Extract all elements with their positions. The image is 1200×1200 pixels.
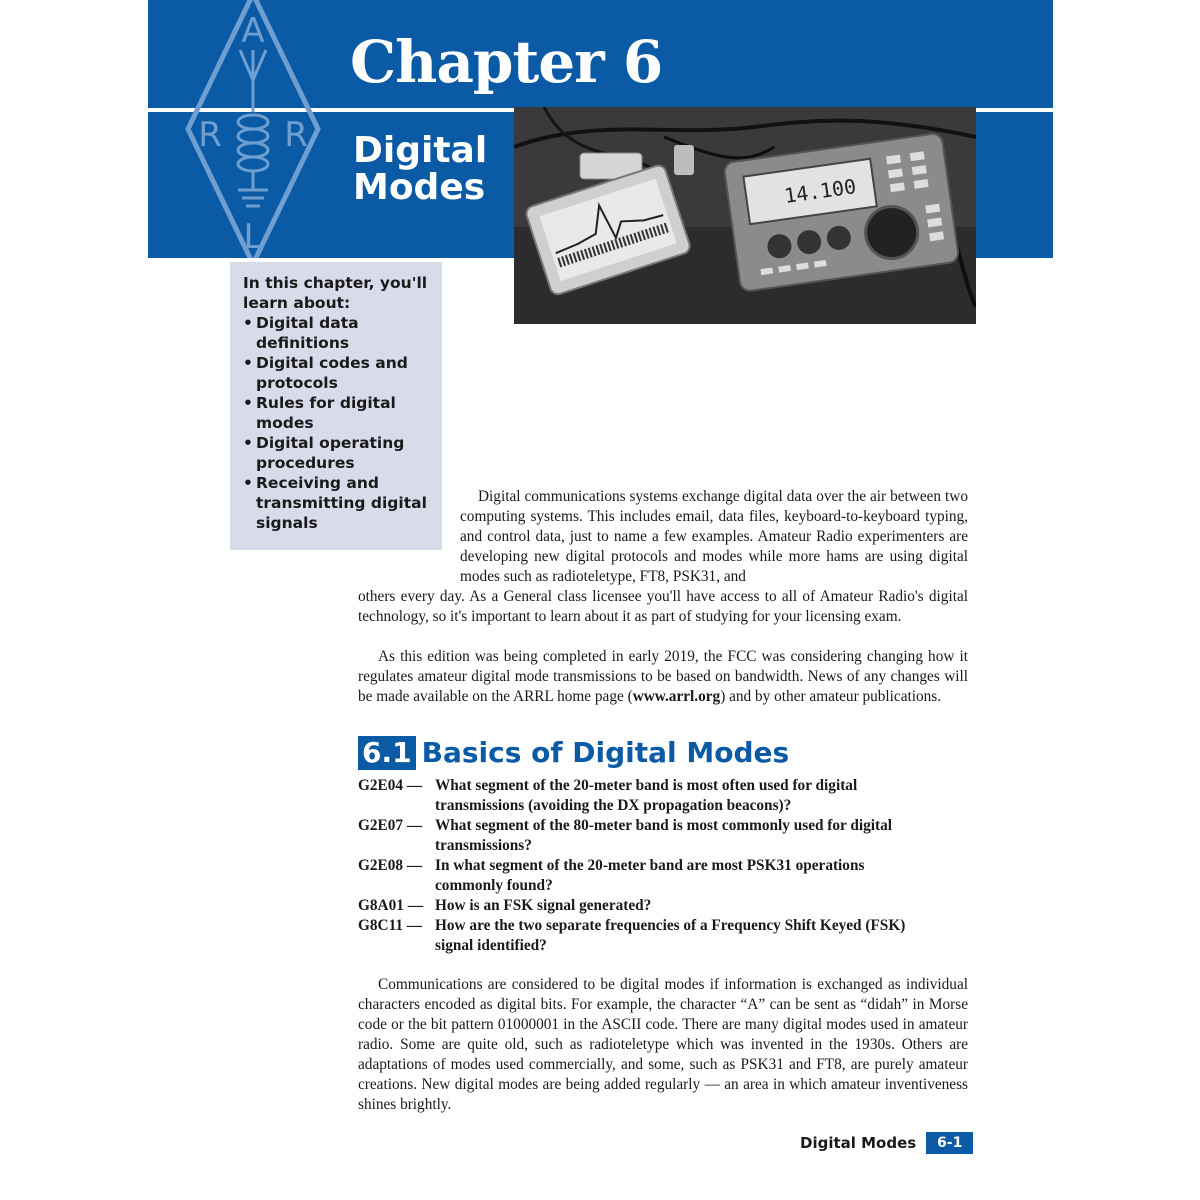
chapter-subtitle: Digital Modes xyxy=(353,130,488,208)
logo-letter-r-right: R xyxy=(284,115,308,155)
objective-item xyxy=(243,353,432,393)
objective-item xyxy=(243,433,432,473)
question-text: What segment of the 80-meter band is most commonly used for digital transmissions? xyxy=(435,817,893,854)
section-heading xyxy=(358,736,789,770)
body-paragraph-3: Communications are considered to be digital modes if information is exchanged as individual characters encoded as digital bits. For example, the character “A” can be sent as “didah” in Morse code or the bit pattern 01000001 in the ASCII code. There are many digital modes used in amateur radio. Some are quite old, such as radioteletype which was invented in the 1930s. Others are adaptations of modes used commercially, and some, such as PSK31 and FT8, are purely amateur creations. New digital modes are being added regularly — an area in which amateur inventiveness shines brightly. xyxy=(358,976,968,1113)
exam-question xyxy=(358,896,918,916)
radio-equipment-photo xyxy=(514,107,976,324)
exam-question xyxy=(358,776,918,816)
intro-paragraph-2 xyxy=(358,647,968,707)
objective-item xyxy=(243,313,432,353)
bullet-icon: • xyxy=(243,354,253,372)
question-id: G8A01 — xyxy=(358,897,424,914)
objectives-intro: In this chapter, you'll learn about: xyxy=(243,274,428,312)
footer-chapter-title: Digital Modes xyxy=(800,1134,917,1152)
objective-item-text: Digital codes and protocols xyxy=(256,354,408,392)
objective-item xyxy=(243,393,432,433)
arrl-website-link[interactable]: www.arrl.org xyxy=(632,688,721,705)
logo-letter-r-left: R xyxy=(198,115,222,155)
question-id: G8C11 — xyxy=(358,917,423,934)
question-text: How is an FSK signal generated? xyxy=(435,897,652,914)
objective-item-text: Digital operating procedures xyxy=(256,434,405,472)
logo-letter-l: L xyxy=(243,217,263,257)
chapter-title: Chapter 6 xyxy=(350,28,663,96)
exam-question-list xyxy=(358,776,918,956)
question-text: In what segment of the 20-meter band are most PSK31 operations commonly found? xyxy=(435,857,865,894)
question-id: G2E07 — xyxy=(358,817,423,834)
arrl-logo xyxy=(168,0,338,258)
bullet-icon: • xyxy=(243,474,253,492)
section-number: 6.1 xyxy=(358,736,416,770)
question-id: G2E08 — xyxy=(358,857,423,874)
objectives-list xyxy=(243,313,432,533)
bullet-icon: • xyxy=(243,394,253,412)
page-number: 6-1 xyxy=(926,1132,973,1154)
exam-question xyxy=(358,856,918,896)
objective-item-text: Digital data definitions xyxy=(256,314,359,352)
bullet-icon: • xyxy=(243,434,253,452)
section-title: Basics of Digital Modes xyxy=(421,736,790,769)
exam-question xyxy=(358,916,918,956)
p2-text-before: As this edition was being completed in early 2019, the FCC was considering changing how it regulates amateur digital mode transmissions to be based on bandwidth. News of any changes will be made available on the ARRL home page ( xyxy=(358,648,968,705)
question-id: G2E04 — xyxy=(358,777,423,794)
logo-letter-a: A xyxy=(241,11,265,51)
objective-item-text: Receiving and transmitting digital signals xyxy=(256,474,427,532)
objective-item-text: Rules for digital modes xyxy=(256,394,396,432)
intro-paragraph-1b: others every day. As a General class licensee you'll have access to all of Amateur Radio's digital technology, so it's important to learn about it as part of studying for your licensing exam. xyxy=(358,588,968,625)
p2-text-after: ) and by other amateur publications. xyxy=(720,688,942,705)
question-text: How are the two separate frequencies of a Frequency Shift Keyed (FSK) signal identified? xyxy=(435,917,906,954)
exam-question xyxy=(358,816,918,856)
bullet-icon: • xyxy=(243,314,253,332)
chapter-objectives-box xyxy=(230,262,442,550)
intro-paragraph-1a: Digital communications systems exchange digital data over the air between two computing systems. This includes email, data files, keyboard-to-keyboard typing, and control data, just to name a few examples. Amateur Radio experimenters are developing new digital protocols and modes while more hams are using digital modes such as radioteletype, FT8, PSK31, and xyxy=(460,488,968,585)
objective-item xyxy=(243,473,432,533)
radio-display-readout: 14.100 xyxy=(782,174,858,208)
question-text: What segment of the 20-meter band is most often used for digital transmissions (avoiding the DX propagation beacons)? xyxy=(435,777,858,814)
page-footer xyxy=(800,1132,973,1154)
